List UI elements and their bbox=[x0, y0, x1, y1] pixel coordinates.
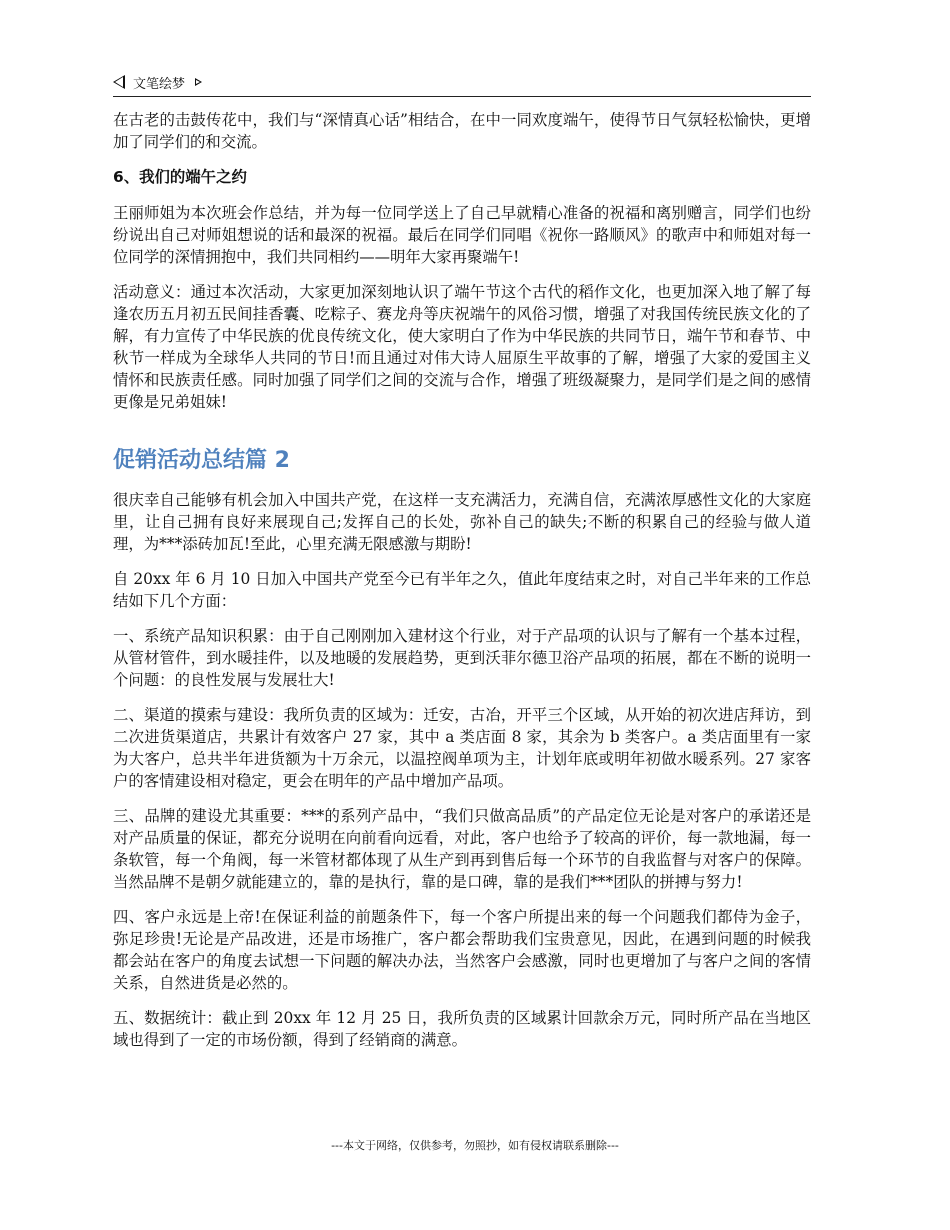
header-title: 文笔绘梦 bbox=[133, 76, 186, 92]
paragraph: 活动意义：通过本次活动，大家更加深刻地认识了端午节这个古代的稻作文化，也更加深入地了解了每逢农历五月初五民间挂香囊、吃粽子、赛龙舟等庆祝端午的风俗习惯，增强了对我国传统民族文化的了解，有力宣传了中华民族的优良传统文化，使大家明白了作为中华民族的共同节日，端午节和春节、中秋节一样成为全球华人共同的节日!而且通过对伟大诗人屈原生平故事的了解，增强了大家的爱国主义情怀和民族责任感。同时加强了同学们之间的交流与合作，增强了班级凝聚力，是同学们是之间的感情更像是兄弟姐妹! bbox=[113, 283, 811, 411]
paragraph: 很庆幸自己能够有机会加入中国共产党，在这样一支充满活力，充满自信，充满浓厚感性文化的大家庭里，让自己拥有良好来展现自己;发挥自己的长处，弥补自己的缺失;不断的积累自己的经验与做人道理，为***添砖加瓦!至此，心里充满无限感激与期盼! bbox=[113, 491, 811, 553]
article-title: 促销活动总结篇 2 bbox=[113, 448, 290, 473]
section-heading: 6、我们的端午之约 bbox=[113, 168, 247, 186]
paragraph: 四、客户永远是上帝!在保证利益的前题条件下，每一个客户所提出来的每一个问题我们都侍为金子，弥足珍贵!无论是产品改进，还是市场推广，客户都会帮助我们宝贵意见，因此，在遇到问题的时候我都会站在客户的角度去试想一下问题的解决办法，当然客户会感激，同时也更增加了与客户之间的客情关系，自然进货是必然的。 bbox=[113, 908, 811, 992]
paragraph: 在古老的击鼓传花中，我们与“深情真心话”相结合，在中一同欢度端午，使得节日气氛轻松愉快，更增加了同学们的和交流。 bbox=[113, 111, 811, 151]
triangle-right-icon bbox=[195, 78, 202, 86]
document-body bbox=[113, 109, 811, 1051]
paragraph: 自 20xx 年 6 月 10 日加入中国共产党至今已有半年之久，值此年度结束之时，对自己半年来的工作总结如下几个方面： bbox=[113, 570, 811, 610]
paragraph: 三、品牌的建设尤其重要：***的系列产品中，“我们只做高品质”的产品定位无论是对客户的承诺还是对产品质量的保证，都充分说明在向前看向远看，对此，客户也给予了较高的评价，每一款地漏，每一条软管，每一个角阀，每一米管材都体现了从生产到再到售后每一个环节的自我监督与对客户的保障。当然品牌不是朝夕就能建立的，靠的是执行，靠的是口碑，靠的是我们***团队的拼搏与努力! bbox=[113, 807, 811, 891]
page-header bbox=[113, 68, 811, 97]
paragraph: 一、系统产品知识积累：由于自己刚刚加入建材这个行业，对于产品项的认识与了解有一个基本过程，从管材管件，到水暖挂件，以及地暖的发展趋势，更到沃菲尔德卫浴产品项的拓展，都在不断的说明一个问题：的良性发展与发展壮大! bbox=[113, 627, 811, 689]
page-footer: ---本文于网络，仅供参考，勿照抄，如有侵权请联系删除--- bbox=[331, 1139, 619, 1152]
paragraph: 二、渠道的摸索与建设：我所负责的区域为：迁安，古冶，开平三个区域，从开始的初次进店拜访，到二次进货渠道店，共累计有效客户 27 家，其中 a 类店面 8 家，其余为 b 类客户。a 类店面里有一家为大客户，总共半年进货额为十万余元，以温控阀单项为主，计划年底或明年初做水暖系列。27 家客户的客情建设相对稳定，更会在明年的产品中增加产品项。 bbox=[113, 706, 811, 790]
paragraph: 五、数据统计：截止到 20xx 年 12 月 25 日，我所负责的区域累计回款余万元，同时所产品在当地区域也得到了一定的市场份额，得到了经销商的满意。 bbox=[113, 1009, 811, 1049]
document-page bbox=[113, 68, 811, 1064]
paragraph: 王丽师姐为本次班会作总结，并为每一位同学送上了自己早就精心准备的祝福和离别赠言，同学们也纷纷说出自己对师姐想说的话和最深的祝福。最后在同学们同唱《祝你一路顺风》的歌声中和师姐对每一位同学的深情拥抱中，我们共同相约——明年大家再聚端午! bbox=[113, 204, 811, 266]
triangle-left-icon bbox=[113, 75, 125, 89]
